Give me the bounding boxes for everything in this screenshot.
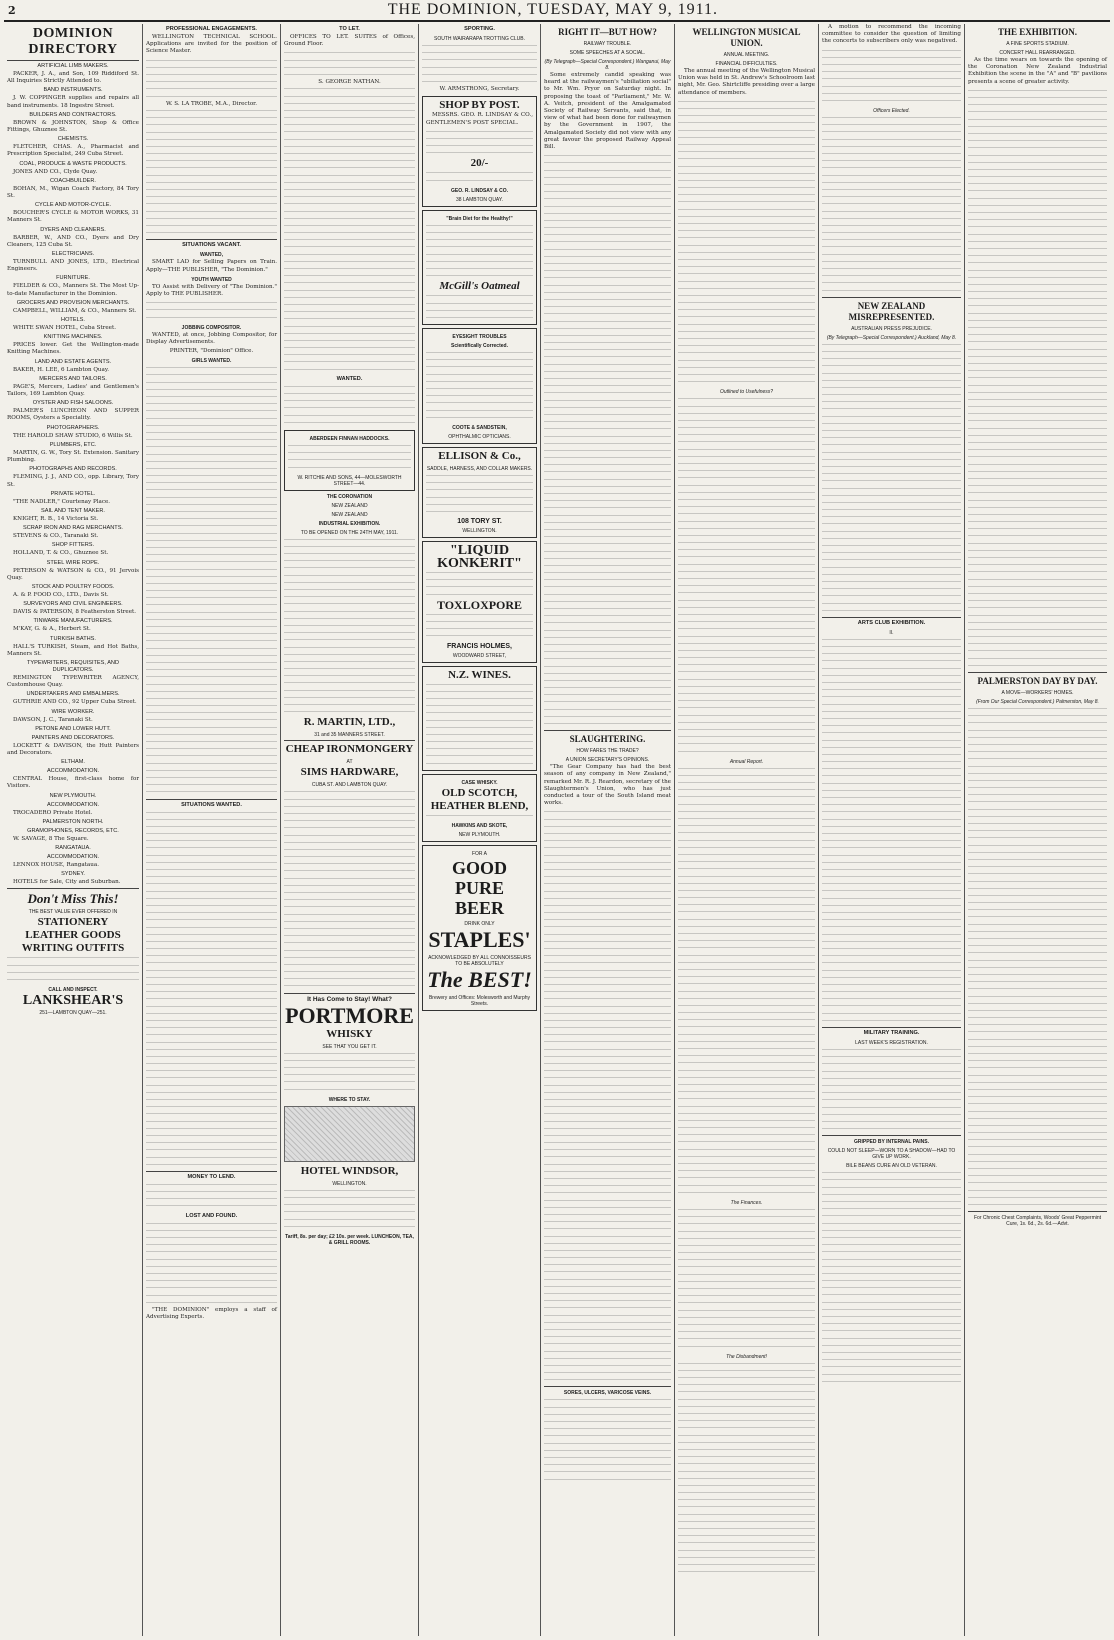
hotel-illustration [284, 1106, 415, 1162]
finances-sub: The Finances. [730, 1199, 763, 1206]
jobbing-heading: JOBBING COMPOSITOR. [181, 324, 242, 331]
scientifically-corrected: Scientifically Corrected. [451, 343, 508, 350]
annual-report-sub: Annual Report. [729, 758, 764, 765]
directory-category: SCRAP IRON AND RAG MERCHANTS. [23, 525, 123, 532]
nz-wines-ad [422, 666, 537, 771]
directory-category: ACCOMMODATION. [46, 801, 100, 808]
directory-entry: HALL'S TURKISH, Steam, and Hot Baths, Manners St. [7, 643, 139, 657]
annual-meeting-sub: ANNUAL MEETING. [723, 52, 770, 58]
column-ads [418, 24, 540, 1636]
musical-union-body: The annual meeting of the Wellington Musical Union was held in St. Andrew's Schoolroom last night, Mr. Geo. Shirtcliffe presiding over a large attendance of members. [678, 68, 815, 96]
printer-sign: PRINTER, "Dominion" Office. [169, 348, 254, 355]
writing-heading: WRITING OUTFITS [21, 942, 125, 955]
arts-club-part: II. [889, 629, 894, 636]
staples-name: STAPLES' [428, 927, 531, 953]
situations-vacant-heading: SITUATIONS VACANT. [182, 242, 241, 249]
where-to-stay: WHERE TO STAY. [328, 1096, 371, 1103]
column-exhibition [964, 24, 1110, 1636]
hotel-location: WELLINGTON. [332, 1180, 367, 1187]
oatmeal-ad [422, 210, 537, 325]
directory-entry: JONES AND CO., Clyde Quay. [13, 168, 98, 175]
lindsay-address: 38 LAMBTON QUAY. [456, 196, 503, 203]
directory-entry: TURNBULL AND JONES, LTD., Electrical Engineers. [7, 259, 139, 273]
aberdeen-ad [284, 430, 415, 491]
directory-entry: PAGE'S, Mercers, Ladies' and Gentlemen's Tailors, 169 Lambton Quay. [7, 383, 139, 398]
woodward-street: WOODWARD STREET, [452, 652, 507, 659]
directory-entry: WHITE SWAN HOTEL, Cuba Street. [13, 325, 116, 332]
railway-dateline: (By Telegraph—Special Correspondent.) Wanganui, May 8. [544, 59, 671, 71]
directory-entry: "THE NADLER," Courtenay Place. [13, 498, 111, 505]
trotting-club: SOUTH WAIRARAPA TROTTING CLUB. [433, 36, 526, 42]
dominion-staff-note: "THE DOMINION" employs a staff of Advertising Experts. [146, 1306, 277, 1321]
directory-list [7, 63, 139, 886]
to-let-text: OFFICES TO LET. SUITES of Offices, Ground Floor. [284, 34, 415, 48]
directory-category: DYERS AND CLEANERS. [40, 226, 106, 233]
directory-category: ELTHAM. [61, 759, 85, 766]
directory-entry: DAWSON, J. C., Taranaki St. [13, 716, 93, 723]
column-directory [4, 24, 142, 1636]
directory-category: BUILDERS AND CONTRACTORS. [29, 111, 117, 118]
directory-entry: GUTHRIE AND CO., 92 Upper Cuba Street. [13, 699, 137, 706]
see-that: SEE THAT YOU GET IT. [322, 1043, 377, 1050]
directory-entry: J. W. COPPINGER supplies and repairs all band instruments. 18 Ingestre Street. [7, 95, 139, 109]
arts-club-headline: ARTS CLUB EXHIBITION. [857, 619, 926, 626]
directory-category: UNDERTAKERS AND EMBALMERS. [26, 691, 120, 698]
directory-entry: FLEMING, J. J., AND CO., opp. Library, Tory St. [7, 474, 139, 488]
dont-miss-heading: Don't Miss This! [27, 891, 119, 907]
directory-entry: PACKER, J. A., and Son, 109 Riddiford St. All Inquiries Strictly Attended to. [7, 71, 139, 85]
wanted-heading: WANTED, [199, 252, 224, 259]
shop-price: 20/- [470, 157, 489, 170]
financial-sub: FINANCIAL DIFFICULTIES. [715, 61, 778, 67]
workers-homes-sub: A MOVE—WORKERS' HOMES. [1001, 690, 1074, 696]
jobbing-text: WANTED, at once, Jobbing Compositor, for Display Advertisements. [146, 331, 277, 345]
at-word: AT [346, 759, 353, 766]
directory-category: ACCOMMODATION. [46, 853, 100, 860]
directory-category: COACHBUILDER. [49, 177, 96, 184]
case-whisky: CASE WHISKY. [461, 779, 498, 786]
dont-miss-sub: THE BEST VALUE EVER OFFERED IN [28, 909, 118, 916]
stationery-heading: STATIONERY [37, 916, 109, 929]
directory-entry: TROCADERO Private Hotel. [13, 809, 93, 816]
directory-entry: PALMER'S LUNCHEON AND SUPPER ROOMS, Oysters a Speciality. [7, 408, 139, 422]
railway-sub-2: SOME SPEECHES AT A SOCIAL. [569, 50, 646, 56]
slaughtering-body: "The Gear Company has had the best season of any company in New Zealand," remarked Mr. R. J. Reardon, secretary of the Slaughtermen's Union, who has just conducted a tour of the South Island meat works. [544, 764, 671, 807]
military-headline: MILITARY TRAINING. [863, 1030, 920, 1037]
motion-body: A motion to recommend the incoming committee to consider the question of limiting the concerts to subscribers only was negatived. [822, 24, 961, 45]
acknowledged: ACKNOWLEDGED BY ALL CONNOISSEURS TO BE ABSOLUTELY [428, 955, 531, 968]
nz-line-1: NEW ZEALAND [331, 502, 368, 509]
column-musical-union [674, 24, 818, 1636]
hotel-tariff: Tariff, 8s. per day; £2 10s. per week. LUNCHEON, TEA, & GRILL ROOMS. [285, 1233, 414, 1246]
call-inspect: CALL AND INSPECT. [48, 987, 98, 994]
directory-entry: M'KAY, G. & A., Herbert St. [13, 626, 91, 633]
directory-category: SHOP FITTERS. [51, 542, 95, 549]
beer-word: BEER [454, 898, 505, 919]
directory-category: PALMERSTON NORTH. [42, 818, 104, 825]
konkerit-word: KONKERIT" [437, 556, 522, 572]
opened-line: TO BE OPENED ON THE 24TH MAY, 1911. [300, 529, 399, 536]
directory-entry: KNIGHT, R. B., 14 Victoria St. [13, 515, 99, 522]
portmore-name: PORTMORE [285, 1002, 414, 1028]
exhibition-heading: INDUSTRIAL EXHIBITION. [318, 520, 381, 527]
directory-category: MERCERS AND TAILORS. [39, 375, 107, 382]
directory-category: PRIVATE HOTEL. [50, 490, 96, 497]
coronation-heading: THE CORONATION [326, 493, 373, 500]
column-misrepresented [818, 24, 964, 1636]
shop-by-post-ad [422, 96, 537, 207]
martin-address: 31 and 35 MANNERS STREET. [314, 732, 385, 739]
gripped-heading: GRIPPED BY INTERNAL PAINS. [853, 1139, 929, 1146]
to-let-sign: S. GEORGE NATHAN. [318, 79, 381, 86]
martin-name: R. MARTIN, LTD., [303, 716, 396, 729]
palmerston-dateline: (From Our Special Correspondent.) Palmerston, May 8. [976, 699, 1099, 705]
directory-category: TURKISH BATHS. [50, 635, 96, 642]
the-best: The BEST! [427, 967, 532, 993]
directory-category: SURVEYORS AND CIVIL ENGINEERS. [23, 601, 123, 608]
hawkins-skote: HAWKINS AND SKOTE, [451, 823, 508, 830]
directory-entry: A. & P. FOOD CO., LTD., Davis St. [13, 591, 109, 598]
directory-entry: HOTELS for Sale, City and Suburban. [13, 879, 121, 886]
come-to-stay: It Has Come to Stay! What? [307, 995, 392, 1003]
eyesight-heading: EYESIGHT TROUBLES [452, 334, 507, 341]
auckland-dateline: (By Telegraph—Special Correspondent.) Auckland, May 8. [826, 334, 957, 341]
directory-category: KNITTING MACHINES. [43, 334, 103, 341]
directory-category: ARTIFICIAL LIMB MAKERS. [37, 63, 109, 69]
bile-beans: BILE BEANS CURE AN OLD VETERAN. [846, 1163, 937, 1170]
directory-category: SAIL AND TENT MAKER. [41, 507, 105, 514]
concert-hall-sub: CONCERT HALL REARRANGED. [999, 50, 1076, 56]
newspaper-page [4, 0, 1110, 1640]
good-word: GOOD [451, 858, 507, 879]
directory-category: GRAMOPHONES, RECORDS, ETC. [27, 827, 119, 834]
prof-engagements-sign: W. S. LA TROBE, M.A., Director. [165, 100, 258, 107]
directory-category: COAL, PRODUCE & WASTE PRODUCTS. [19, 160, 127, 167]
tory-address: 108 TORY ST. [457, 518, 502, 526]
ellison-ad [422, 447, 537, 538]
to-let-heading: TO LET. [339, 26, 360, 32]
directory-entry: LOCKETT & DAVISON, the Hutt Painters and Decorators. [7, 742, 139, 756]
directory-category: TINWARE MANUFACTURERS. [33, 618, 113, 625]
slaughtering-sub: HOW FARES THE TRADE? [576, 748, 639, 755]
directory-entry: HOLLAND, T. & CO., Ghuznee St. [13, 550, 109, 557]
page-number: 2 [8, 3, 16, 17]
exhibition-headline: THE EXHIBITION. [997, 27, 1078, 37]
directory-category: NEW PLYMOUTH. [49, 792, 97, 799]
column-railway [540, 24, 674, 1636]
column-situations [142, 24, 280, 1636]
leather-heading: LEATHER GOODS [25, 929, 121, 942]
cheap-ironmongery: CHEAP IRONMONGERY [285, 743, 414, 756]
directory-category: CYCLE AND MOTOR-CYCLE. [34, 202, 112, 209]
girls-wanted-heading: GIRLS WANTED. [191, 358, 232, 365]
slaughtering-sub-2: A UNION SECRETARY'S OPINIONS. [565, 757, 650, 764]
youth-wanted-heading: YOUTH WANTED [191, 276, 232, 283]
eyesight-ad [422, 328, 537, 444]
money-to-lend-heading: MONEY TO LEND. [187, 1173, 236, 1180]
nz-wines: N.Z. WINES. [448, 668, 511, 681]
aberdeen-heading: ABERDEEN FINNAN HADDOCKS. [309, 435, 390, 442]
whisky-word: WHISKY [326, 1027, 373, 1040]
directory-entry: PRICES lower. Get the Wellington-made Knitting Machines. [7, 342, 139, 356]
lankshear-address: 251—LAMBTON QUAY—251. [39, 1010, 107, 1017]
directory-category: SYDNEY. [61, 871, 85, 878]
directory-entry: CENTRAL House, first-class home for Visitors. [7, 776, 139, 790]
directory-entry: BARBER, W., AND CO., Dyers and Dry Cleaners, 125 Cuba St. [7, 234, 139, 248]
railway-body: Some extremely candid speaking was heard at the railwaymen's "ubiliation social" to Mr. Wm. Pryor on Saturday night. In proposing the toast of "Parliament," Mr. W. A. Veitch, president of the Amalgamated Society of Railway Servants, said that, in view of what had been done for railwaymen by the Government in 1907, the Amalgamated Society did not view with any great favour the proposed Railway Appeal Bill. [544, 72, 671, 151]
directory-entry: W. SAVAGE, 8 The Square. [13, 835, 89, 842]
trotting-sign: W. ARMSTRONG, Secretary. [439, 86, 520, 93]
misrepresented-headline: NEW ZEALAND MISREPRESENTED. [848, 300, 935, 322]
holmes-name: FRANCIS HOLMES, [447, 642, 512, 650]
situations-wanted-heading: SITUATIONS WANTED. [181, 801, 242, 808]
directory-category: FURNITURE. [56, 275, 90, 282]
slaughtering-headline: SLAUGHTERING. [569, 734, 646, 745]
directory-category: ACCOMMODATION. [46, 768, 100, 775]
directory-category: WIRE WORKER. [51, 708, 95, 715]
youth-wanted-text: TO Assist with Delivery of "The Dominion." Apply to THE PUBLISHER. [146, 283, 277, 297]
directory-category: HOTELS. [61, 317, 85, 324]
press-prejudice-sub: AUSTRALIAN PRESS PREJUDICE. [851, 325, 932, 332]
sims-hardware: SIMS HARDWARE, [300, 766, 399, 779]
registration-sub: LAST WEEK'S REGISTRATION. [855, 1040, 928, 1047]
new-plymouth: NEW PLYMOUTH. [458, 832, 501, 839]
old-scotch: OLD SCOTCH, [441, 786, 518, 799]
directory-category: PHOTOGRAPHERS. [46, 424, 100, 431]
directory-entry: CAMPBELL, WILLIAM, & CO., Manners St. [13, 307, 137, 314]
railway-headline: RIGHT IT—BUT HOW? [558, 27, 657, 37]
directory-entry: PETERSON & WATSON & CO., 91 Jervois Quay. [7, 567, 139, 581]
directory-category: LAND AND ESTATE AGENTS. [34, 358, 112, 365]
directory-entry: MARTIN, G. W., Tory St. Extension. Sanitary Plumbing. [7, 449, 139, 464]
sores-heading: SORES, ULCERS, VARICOSE VEINS. [563, 1390, 652, 1397]
masthead-title: THE DOMINION, TUESDAY, MAY 9, 1911. [387, 1, 718, 18]
directory-entry: BOHAN, M., Wigan Coach Factory, 84 Tory St. [7, 185, 139, 200]
directory-category: STOCK AND POULTRY FOODS. [31, 583, 115, 590]
lost-found-heading: LOST AND FOUND. [185, 1212, 238, 1219]
konkerit-ad [422, 541, 537, 663]
masthead [4, 0, 1110, 22]
directory-category: ELECTRICIANS. [51, 251, 95, 258]
directory-category: PETONE AND LOWER HUTT. [35, 725, 111, 732]
coote-name: COOTE & SANDSTEIN, [452, 424, 507, 431]
hotel-windsor: HOTEL WINDSOR, [300, 1164, 399, 1177]
directory-category: STEEL WIRE ROPE. [46, 559, 100, 566]
brewery-address: Brewery and Offices: Molesworth and Murphy Streets. [428, 995, 531, 1008]
prof-engagements-text: WELLINGTON TECHNICAL SCHOOL. Applications are invited for the position of Science Master. [146, 34, 277, 55]
directory-category: TYPEWRITERS, REQUISITES, AND DUPLICATORS. [27, 659, 119, 673]
ophthalmic: OPHTHALMIC OPTICIANS. [448, 433, 511, 440]
directory-entry: FLETCHER, CHAS. A., Pharmacist and Prescription Specialist, 249 Cuba Street. [7, 144, 139, 158]
disbandment-sub: The Disbandment! [726, 1353, 767, 1360]
directory-category: PHOTOGRAPHS AND RECORDS. [29, 466, 117, 473]
lindsay-name: GEO. R. LINDSAY & CO. [451, 187, 508, 194]
whisky-ad [422, 774, 537, 842]
chest-complaints-note: For Chronic Chest Complaints, Woods' Great Peppermint Cure, 1s. 6d., 2s. 6d.—Advt. [973, 1215, 1102, 1228]
liquid-word: "LIQUID [449, 543, 510, 559]
exhibition-body: As the time wears on towards the opening of the Coronation New Zealand Industrial Exhibition the scene in the "A" and "B" pavilions presents a scene of greater activity. [968, 57, 1107, 85]
staples-ad [422, 845, 537, 1011]
column-to-let [280, 24, 418, 1636]
directory-category: CHEMISTS. [57, 136, 89, 143]
could-not-sleep: COULD NOT SLEEP—WORN TO A SHADOW—HAD TO GIVE UP WORK. [827, 1148, 956, 1161]
directory-entry: LENNOX HOUSE, Rangataua. [13, 861, 99, 868]
directory-entry: REMINGTON TYPEWRITER AGENCY, Customhouse Quay. [7, 674, 139, 689]
nz-line-2: NEW ZEALAND [331, 511, 368, 518]
wanted-heading-2: WANTED. [336, 375, 363, 382]
directory-entry: DAVIS & PATERSON, 8 Featherston Street. [13, 609, 137, 616]
toxloxpore-word: TOXLOXPORE [436, 597, 523, 612]
officers-sub: Officers Elected. [873, 108, 910, 115]
directory-entry: STEVENS & CO., Taranaki St. [13, 533, 99, 540]
directory-entry: FIELDER & CO., Manners St. The Most Up-to-date Manufacturer in the Dominion. [7, 283, 139, 297]
directory-entry: THE HAROLD SHAW STUDIO, 6 Willis St. [13, 432, 133, 439]
outlined-sub: Outlined to Usefulness? [719, 389, 774, 396]
palmerston-headline: PALMERSTON DAY BY DAY. [977, 676, 1098, 686]
prof-engagements-heading: PROFESSIONAL ENGAGEMENTS. [166, 26, 257, 32]
shop-by-post: SHOP BY POST. [439, 99, 520, 112]
directory-category: OYSTER AND FISH SALOONS. [32, 400, 114, 407]
directory-title: DOMINION DIRECTORY [28, 26, 118, 57]
pure-word: PURE [455, 878, 504, 899]
ellison-name: ELLISON & Co., [438, 449, 521, 462]
drink-only: DRINK ONLY [464, 921, 495, 928]
smart-lad-text: SMART LAD for Selling Papers on Train. Apply—THE PUBLISHER, "The Dominion." [146, 259, 277, 273]
directory-category: BAND INSTRUMENTS. [43, 87, 103, 94]
shop-by-post-text: MESSRS. GEO. R. LINDSAY & CO., GENTLEMEN'S POST SPECIAL. [426, 112, 533, 126]
lankshear-name: LANKSHEAR'S [22, 993, 124, 1009]
sims-address: CUBA ST. AND LAMBTON QUAY. [311, 782, 388, 789]
ritchie-sign: W. RITCHIE AND SONS, 44—MOLESWORTH STREET—44. [297, 474, 402, 487]
mcgill-oatmeal: McGill's Oatmeal [439, 280, 520, 293]
directory-category: PLUMBERS, ETC. [49, 441, 97, 448]
heather-blend: HEATHER BLEND, [430, 799, 529, 812]
directory-entry: BAKER, H. LEE, 6 Lambton Quay. [13, 366, 110, 373]
saddle-makers: SADDLE, HARNESS, AND COLLAR MAKERS. [426, 465, 533, 472]
for-a: FOR A [471, 851, 487, 858]
tory-location: WELLINGTON. [462, 528, 497, 535]
brain-diet: "Brain Diet for the Healthy!" [446, 215, 513, 222]
railway-sub: RAILWAY TROUBLE. [583, 41, 632, 47]
directory-category: GROCERS AND PROVISION MERCHANTS. [16, 299, 130, 306]
directory-category: RANGATAUA. [55, 844, 91, 851]
stadium-sub: A FINE SPORTS STADIUM. [1006, 41, 1069, 47]
musical-union-headline: WELLINGTON MUSICAL UNION. [692, 27, 801, 48]
directory-entry: BOUCHER'S CYCLE & MOTOR WORKS, 31 Manners St. [7, 210, 139, 224]
directory-entry: BROWN & JOHNSTON, Shop & Office Fittings, Ghuznee St. [7, 119, 139, 134]
sporting-heading: SPORTING. [464, 26, 495, 32]
columns [4, 24, 1110, 1636]
directory-category: PAINTERS AND DECORATORS. [31, 734, 115, 741]
